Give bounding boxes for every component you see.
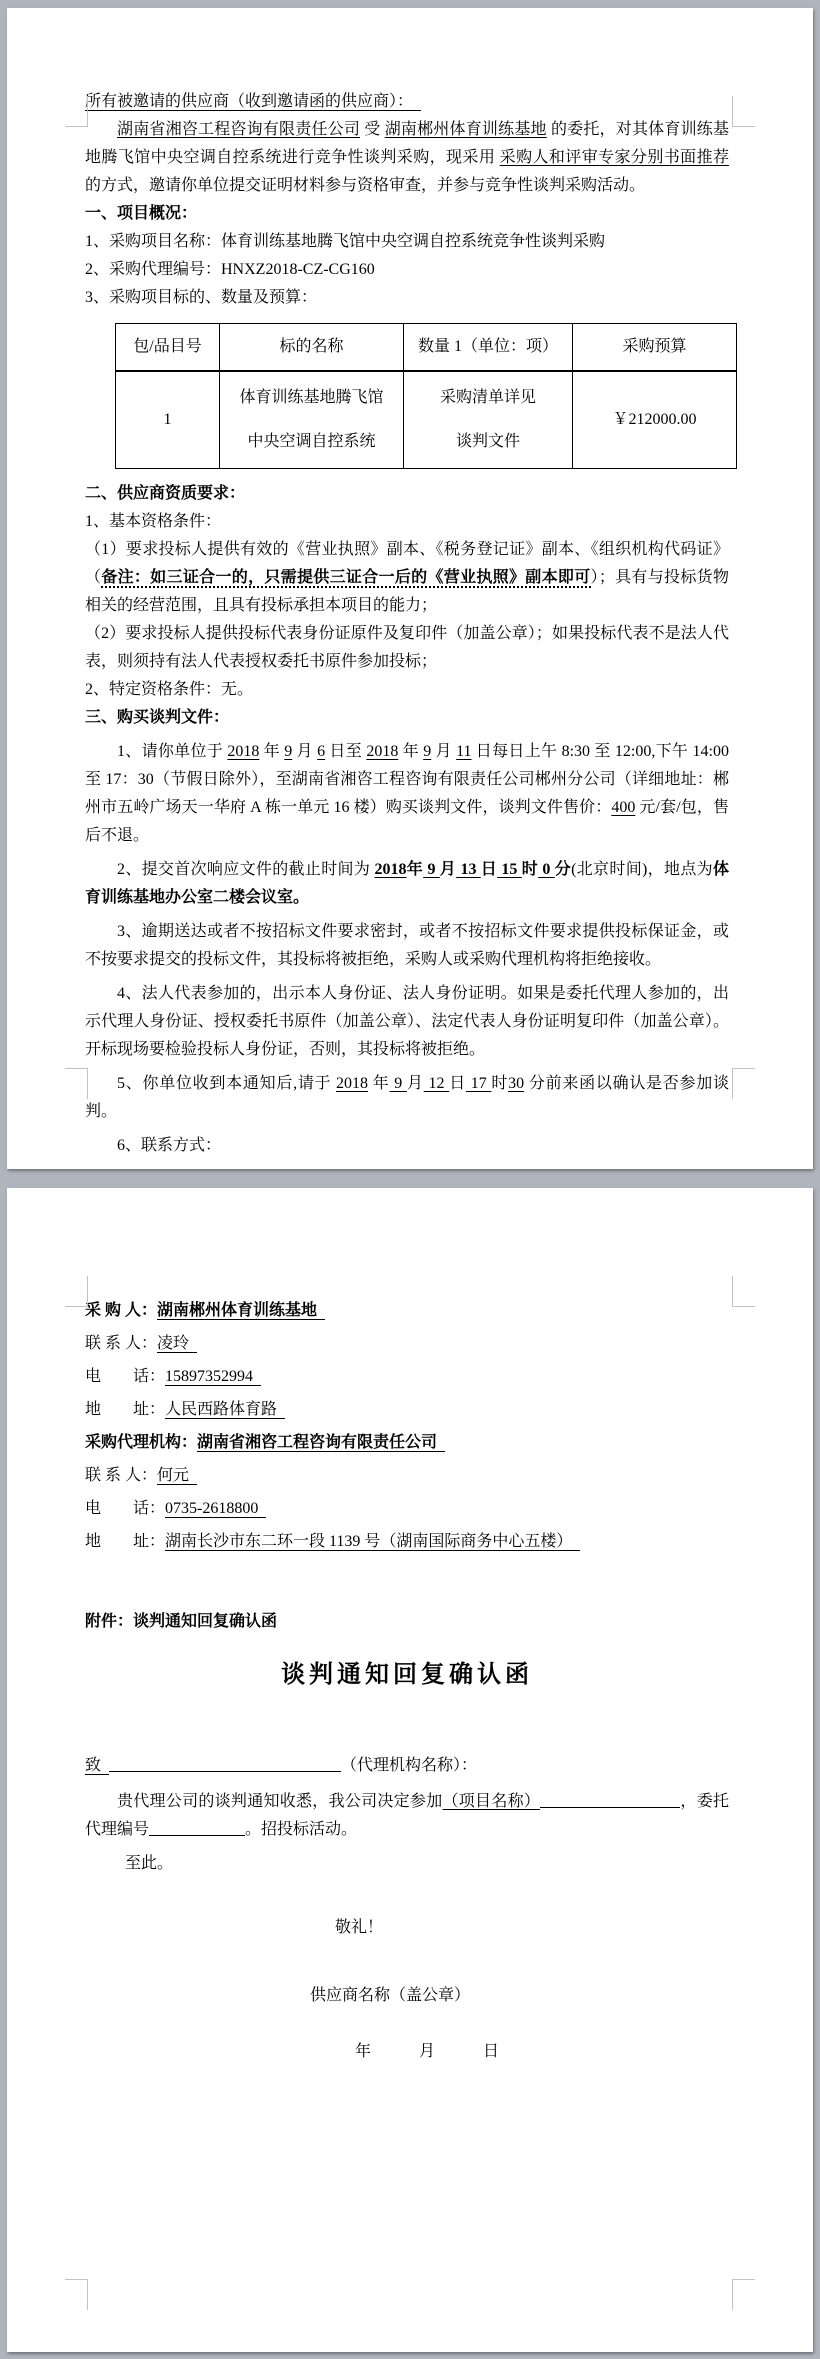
intro-tail: 的方式，邀请你单位提交证明材料参与资格审查，并参与竞争性谈判采购活动。 — [85, 177, 646, 194]
contact-intro-line: 6、联系方式： — [117, 1137, 222, 1154]
buy-t5: 年 — [398, 743, 424, 760]
buyer-label: 采 购 人： — [85, 1302, 158, 1319]
col-header-budget: 采购预算 — [573, 324, 737, 372]
buyer-phone-line — [85, 1360, 729, 1393]
lot-table-data-row — [116, 371, 737, 469]
cell-subject — [220, 371, 404, 469]
letter-to-line — [85, 1752, 729, 1780]
buyer-name: 湖南郴州体育训练基地 — [384, 121, 547, 138]
section2-title: 二、供应商资质要求： — [85, 485, 246, 502]
agency-phone-line — [85, 1492, 729, 1525]
deadline-t2: (北京时间)，地点为 — [571, 861, 713, 878]
letter-to-prefix: 致 — [85, 1757, 109, 1775]
letter-to-suffix: （代理机构名称）： — [341, 1757, 478, 1774]
date-line: 年 月 日 — [355, 2043, 500, 2060]
crop-mark-top-right — [732, 1276, 755, 1307]
deadline-minute-label: 分 — [554, 861, 572, 878]
late-delivery-paragraph: 3、逾期送达或者不按招标文件要求密封，或者不按招标文件要求提供投标保证金，或不按要求提交的投标文件，其投标将被拒绝，采购人或采购代理机构将拒绝接收。 — [85, 923, 729, 968]
deadline-year-label: 年 — [406, 861, 424, 878]
buy-year2: 2018 — [366, 743, 399, 760]
deadline-day-label: 日 — [480, 861, 498, 878]
cell-subject-line1: 体育训练基地腾飞馆 — [239, 389, 384, 406]
agency-value: 湖南省湘咨工程咨询有限责任公司 — [197, 1434, 445, 1452]
agency-phone-value: 0735-2618800 — [165, 1500, 266, 1518]
crop-mark-top-right — [732, 96, 755, 127]
req1-note: 备注：如三证合一的，只需提供三证合一后的《营业执照》副本即可 — [101, 569, 591, 586]
page-2 — [7, 1188, 813, 2352]
confirm-day: 12 — [423, 1075, 450, 1092]
confirm-month: 9 — [389, 1075, 407, 1092]
buy-day1: 6 — [317, 743, 326, 760]
deadline-hour: 15 — [497, 861, 522, 878]
buy-t8: 元/套/包，售后不退。 — [85, 799, 729, 844]
cell-lot-no: 1 — [116, 371, 220, 469]
letter-body-3: 。招投标活动。 — [245, 1821, 358, 1838]
confirm-t6: 分前来函以确认是否参加谈判。 — [85, 1075, 729, 1120]
confirm-t5: 时 — [491, 1075, 509, 1092]
agency-contact-line — [85, 1459, 729, 1492]
letter-body-1: 贵代理公司的谈判通知收悉，我公司决定参加 — [117, 1793, 443, 1810]
page-1 — [7, 8, 813, 1169]
letter-salute: 敬礼！ — [335, 1919, 384, 1936]
recommend-method: 采购人和评审专家分别书面推荐 — [499, 149, 729, 166]
agency-name-blank — [109, 1756, 341, 1772]
section1-title: 一、项目概况： — [85, 205, 198, 222]
buy-month1: 9 — [284, 743, 293, 760]
col-header-subject: 标的名称 — [220, 324, 404, 372]
buyer-address-line — [85, 1393, 729, 1426]
buy-year1: 2018 — [227, 743, 260, 760]
letter-body-2: ，委托代理编号 — [85, 1793, 729, 1838]
confirm-year: 2018 — [336, 1075, 369, 1092]
lot-table — [115, 323, 737, 469]
col-header-lot-no: 包/品目号 — [116, 324, 220, 372]
agency-code-line: 2、采购代理编号：HNXZ2018-CZ-CG160 — [85, 261, 375, 278]
crop-mark-bottom-right — [732, 2279, 755, 2310]
requirement-1 — [85, 536, 729, 620]
crop-mark-bottom-left — [65, 2279, 88, 2310]
representative-paragraph: 4、法人代表参加的，出示本人身份证、法人身份证明。如果是委托代理人参加的，出示代理人身份证、授权委托书原件（加盖公章）、法定代表人身份证明复印件（加盖公章）。开标现场要检验投标人身份证，否则，其投标将被拒绝。 — [85, 985, 729, 1058]
agency-address-value: 湖南长沙市东二环一段 1139 号（湖南国际商务中心五楼） — [165, 1533, 580, 1551]
buy-document-paragraph — [85, 738, 729, 850]
buy-t1: 1、请你单位于 — [117, 743, 228, 760]
buy-day2: 11 — [456, 743, 472, 760]
buyer-address-value: 人民西路体育路 — [165, 1401, 285, 1419]
buy-t4: 日至 — [325, 743, 367, 760]
confirm-hour: 17 — [465, 1075, 492, 1092]
agency-phone-label: 电 话： — [85, 1500, 166, 1517]
contact-block — [85, 1294, 729, 1558]
agency-contact-label: 联 系 人： — [85, 1467, 158, 1484]
deadline-year: 2018 — [374, 861, 407, 878]
req1-text-c: ）；具有与投标货物相关的经营范围，且具有投标承担本项目的能力； — [85, 569, 729, 614]
deadline-place: 体育训练基地办公室二楼会议室。 — [85, 861, 729, 906]
deadline-day: 13 — [456, 861, 481, 878]
letter-body-paragraph — [85, 1788, 729, 1844]
lot-table-header-row — [116, 324, 737, 372]
col-header-quantity: 数量 1（单位：项） — [404, 324, 573, 372]
buyer-line — [85, 1294, 729, 1327]
buy-month2: 9 — [423, 743, 432, 760]
confirm-t4: 日 — [449, 1075, 466, 1092]
deadline-paragraph — [85, 856, 729, 912]
agency-name: 湖南省湘咨工程咨询有限责任公司 — [117, 121, 361, 138]
intro-receive: 受 — [360, 121, 385, 138]
letter-closing: 至此。 — [125, 1855, 174, 1872]
buyer-address-label: 地 址： — [85, 1401, 166, 1418]
crop-mark-bottom-left — [65, 1068, 88, 1099]
salutation-line — [85, 88, 729, 116]
buyer-contact-line — [85, 1327, 729, 1360]
confirm-minute: 30 — [508, 1075, 525, 1092]
deadline-month-label: 月 — [439, 861, 457, 878]
req1-text-a: （1）要求投标人提供有效的《营业执照》副本、《税务登记证》副本、《组织机构代码证》（ — [85, 541, 729, 586]
buy-t2: 年 — [259, 743, 285, 760]
supplier-seal-line: 供应商名称（盖公章） — [310, 1987, 471, 2004]
agency-line — [85, 1426, 729, 1459]
requirement-2: （2）要求投标人提供投标代表身份证原件及复印件（加盖公章）；如果投标代表不是法人代表，则须持有法人代表授权委托书原件参加投标； — [85, 625, 729, 670]
agency-contact-value: 何元 — [157, 1467, 197, 1485]
letter-title: 谈判通知回复确认函 — [281, 1662, 533, 1688]
agency-code-blank — [149, 1820, 245, 1836]
buy-price: 400 — [611, 799, 636, 816]
salutation-text: 所有被邀请的供应商（收到邀请函的供应商）： — [85, 93, 421, 111]
deadline-hour-label: 时 — [521, 861, 539, 878]
buyer-value: 湖南郴州体育训练基地 — [157, 1302, 325, 1320]
intro-entrust: 的委托，对其体育训练基地腾飞馆中央空调自控系统进行竞争性谈判采购，现采用 — [85, 121, 729, 166]
basic-qualification-line: 1、基本资格条件： — [85, 513, 222, 530]
lot-intro-line: 3、采购项目标的、数量及预算： — [85, 289, 318, 306]
confirm-paragraph — [85, 1070, 729, 1126]
buyer-phone-label: 电 话： — [85, 1368, 166, 1385]
agency-address-label: 地 址： — [85, 1533, 166, 1550]
deadline-month: 9 — [423, 861, 440, 878]
buy-t3: 月 — [292, 743, 318, 760]
crop-mark-bottom-right — [732, 1068, 755, 1099]
project-name-blank — [540, 1792, 680, 1808]
cell-quantity-line2: 谈判文件 — [455, 433, 520, 450]
buyer-contact-value: 凌玲 — [157, 1335, 197, 1353]
crop-mark-top-left — [65, 96, 88, 127]
cell-quantity — [404, 371, 573, 469]
agency-address-line — [85, 1525, 729, 1558]
attachment-line: 附件：谈判通知回复确认函 — [85, 1613, 278, 1630]
buyer-phone-value: 15897352994 — [165, 1368, 261, 1386]
buyer-contact-label: 联 系 人： — [85, 1335, 158, 1352]
confirm-t3: 月 — [406, 1075, 424, 1092]
confirm-t1: 5、你单位收到本通知后,请于 — [117, 1075, 337, 1092]
cell-budget: ￥212000.00 — [573, 371, 737, 469]
project-name-line: 1、采购项目名称：体育训练基地腾飞馆中央空调自控系统竞争性谈判采购 — [85, 233, 606, 250]
agency-label: 采购代理机构： — [85, 1434, 198, 1451]
cell-quantity-line1: 采购清单详见 — [439, 389, 536, 406]
deadline-minute: 0 — [538, 861, 555, 878]
cell-subject-line2: 中央空调自控系统 — [247, 433, 376, 450]
deadline-t1: 2、提交首次响应文件的截止时间为 — [117, 861, 375, 878]
special-qualification-line: 2、特定资格条件：无。 — [85, 681, 254, 698]
confirm-t2: 年 — [368, 1075, 390, 1092]
section3-title: 三、购买谈判文件： — [85, 709, 230, 726]
buy-t6: 月 — [431, 743, 457, 760]
crop-mark-top-left — [65, 1276, 88, 1307]
project-name-placeholder: （项目名称） — [442, 1793, 541, 1810]
buy-t7: 日每日上午 8:30 至 12:00,下午 14:00 至 17：30（节假日除外），至湖南省湘咨工程咨询有限责任公司郴州分公司（详细地址：郴州市五岭广场天一华府 A 栋一单元 16 楼）购买谈判文件，谈判文件售价： — [85, 743, 729, 816]
intro-paragraph — [85, 116, 729, 200]
